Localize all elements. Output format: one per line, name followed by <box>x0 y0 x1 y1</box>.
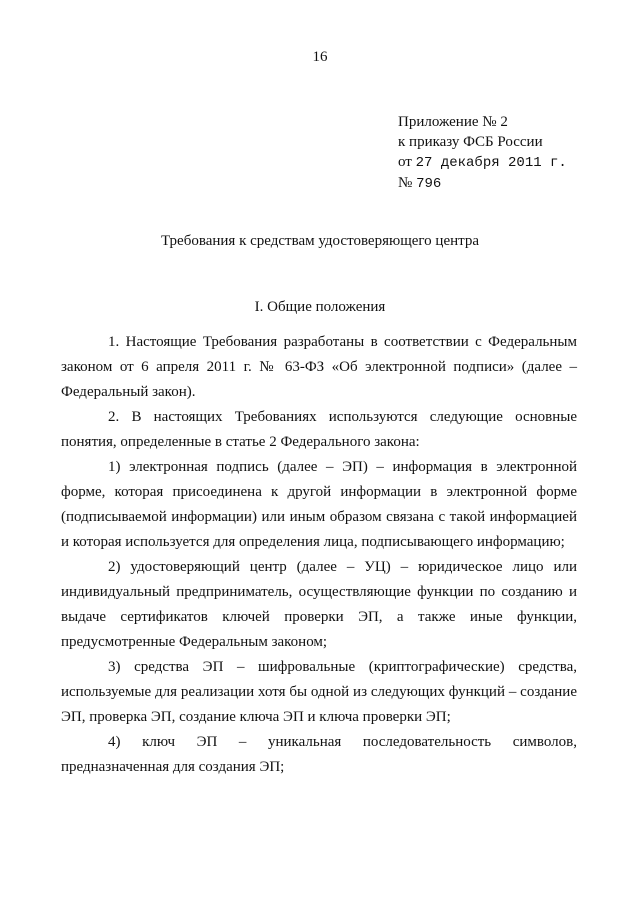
appendix-date-prefix: от <box>398 154 416 170</box>
appendix-number-line <box>398 173 618 194</box>
paragraph: 1) электронная подпись (далее – ЭП) – информация в электронной форме, которая присоединена к другой информации в электронной форме (подписываемой информации) или иным образом связана с такой информацией и которая используется для определения лица, подписывающего информацию; <box>61 459 577 550</box>
appendix-line-1: Приложение № 2 <box>398 114 508 130</box>
appendix-number: 796 <box>416 176 442 192</box>
paragraph: 2. В настоящих Требованиях используются следующие основные понятия, определенные в статье 2 Федерального закона: <box>61 409 577 450</box>
document-body <box>61 330 577 780</box>
appendix-header <box>398 112 618 194</box>
appendix-number-prefix: № <box>398 175 417 191</box>
paragraph: 3) средства ЭП – шифровальные (криптографические) средства, используемые для реализации хотя бы одной из следующих функций – создание ЭП, проверка ЭП, создание ключа ЭП и ключа проверки ЭП; <box>61 659 577 725</box>
page-number: 16 <box>312 49 328 65</box>
appendix-line-2: к приказу ФСБ России <box>398 134 543 150</box>
paragraph: 4) ключ ЭП – уникальная последовательность символов, предназначенная для создания ЭП; <box>61 734 577 775</box>
document-title: Требования к средствам удостоверяющего центра <box>160 233 480 249</box>
section-heading: I. Общие положения <box>254 299 386 315</box>
paragraph: 1. Настоящие Требования разработаны в соответствии с Федеральным законом от 6 апреля 2011 г. № 63-ФЗ «Об электронной подписи» (далее – Федеральный закон). <box>61 334 577 400</box>
paragraph: 2) удостоверяющий центр (далее – УЦ) – юридическое лицо или индивидуальный предприниматель, осуществляющие функции по созданию и выдаче сертификатов ключей проверки ЭП, а также иные функции, предусмотренные Федеральным законом; <box>61 559 577 650</box>
appendix-date-line <box>398 152 618 173</box>
appendix-date: 27 декабря 2011 г. <box>415 155 567 171</box>
